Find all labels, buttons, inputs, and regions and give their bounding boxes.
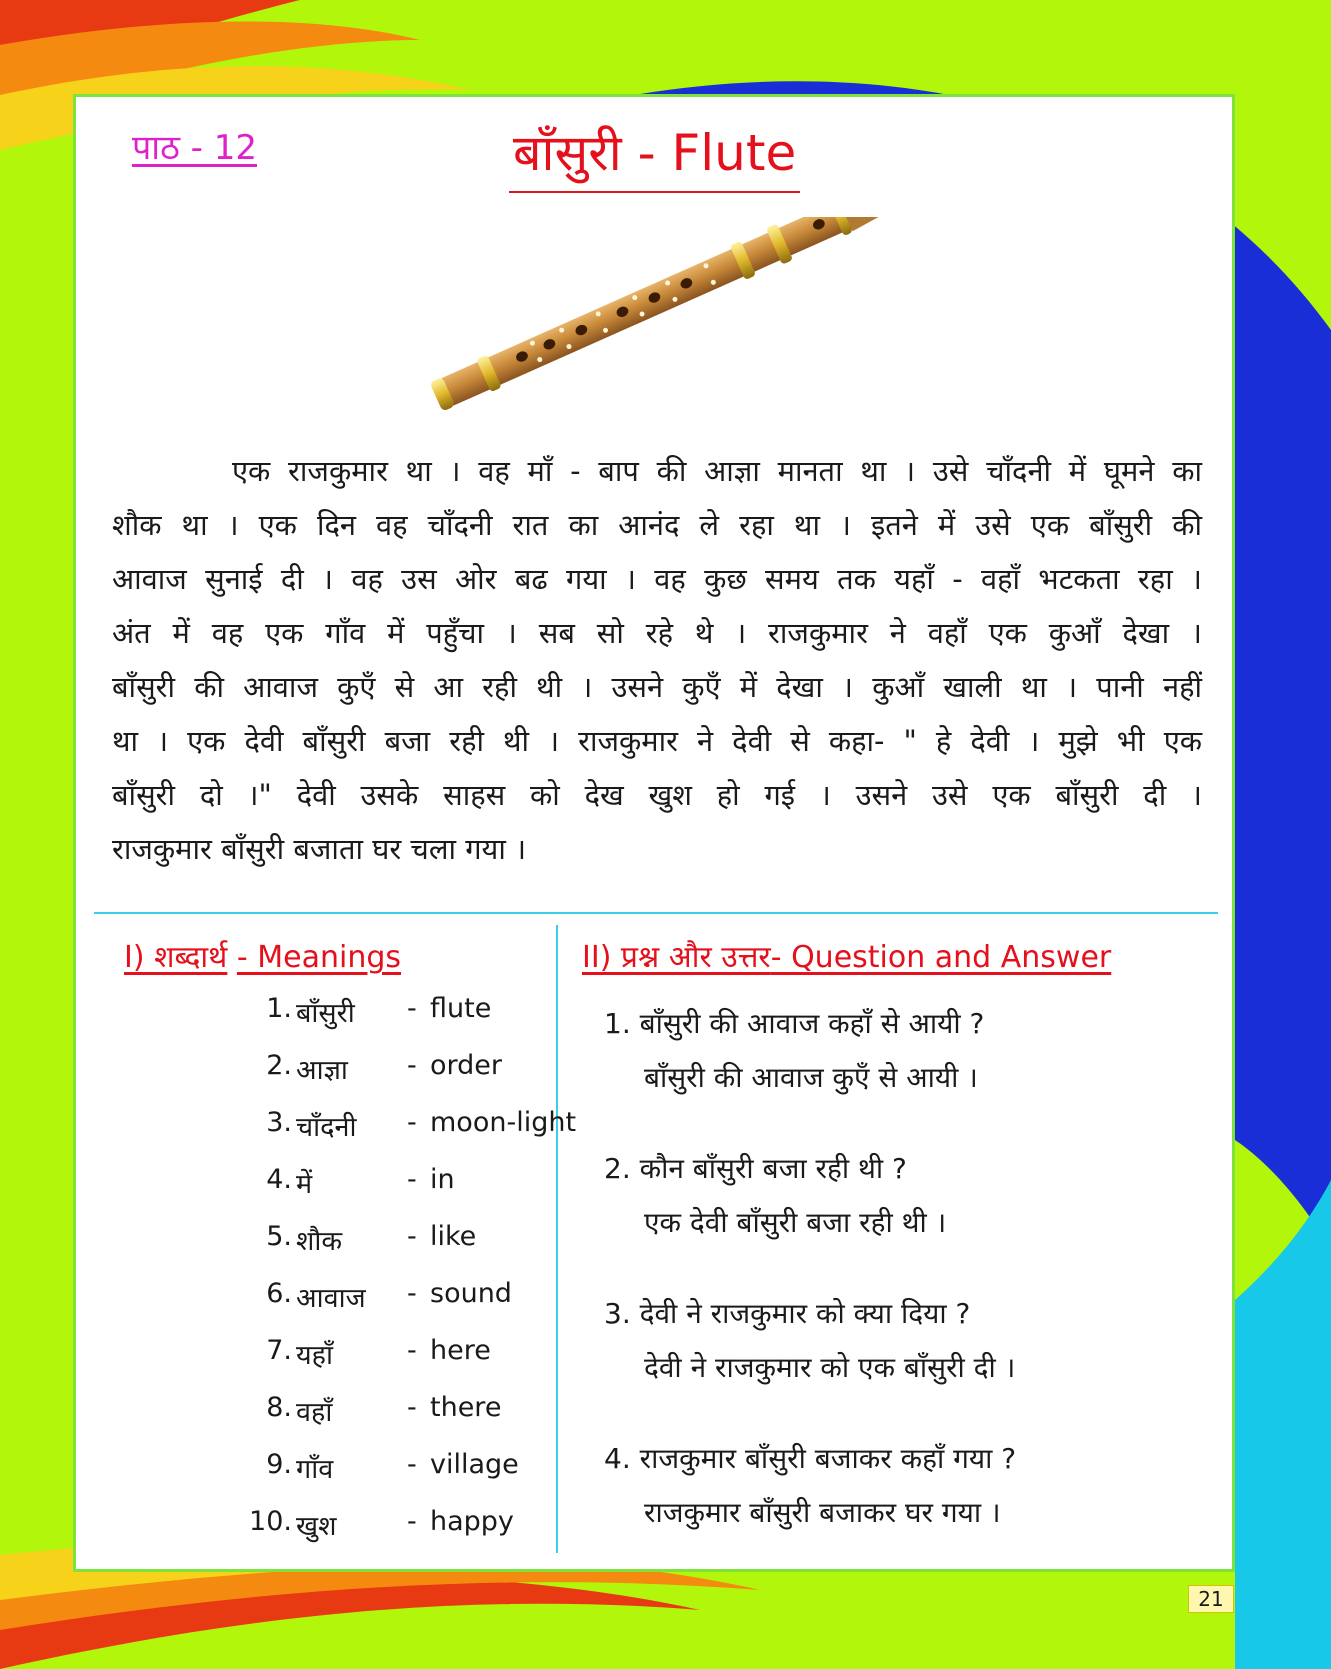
meaning-row	[162, 1164, 542, 1221]
meanings-list	[162, 993, 577, 1563]
page-title: बाँसुरी - Flute	[509, 117, 800, 193]
meaning-number: 9.	[266, 1449, 292, 1480]
qa-item	[604, 997, 1224, 1142]
meaning-word: वहाँ	[296, 1397, 333, 1428]
meaning-row	[162, 993, 542, 1050]
meaning-number: 5.	[266, 1221, 292, 1252]
meaning-english: sound	[430, 1278, 512, 1309]
meaning-row	[162, 1050, 542, 1107]
question-text: 2. कौन बाँसुरी बजा रही थी ?	[604, 1152, 907, 1185]
meaning-dash: -	[407, 1107, 417, 1138]
question-text: 1. बाँसुरी की आवाज कहाँ से आयी ?	[604, 1007, 985, 1040]
meaning-dash: -	[407, 1506, 417, 1537]
meaning-dash: -	[407, 1050, 417, 1081]
meaning-row	[162, 1278, 542, 1335]
meaning-english: village	[430, 1449, 519, 1480]
vertical-divider	[556, 925, 558, 1553]
meaning-dash: -	[407, 1449, 417, 1480]
meaning-dash: -	[407, 993, 417, 1024]
meaning-english: happy	[430, 1506, 514, 1537]
meaning-number: 2.	[266, 1050, 292, 1081]
qa-heading	[582, 935, 1111, 976]
meaning-number: 10.	[249, 1506, 292, 1537]
meaning-english: here	[430, 1335, 491, 1366]
meaning-word: में	[296, 1169, 313, 1200]
meaning-english: flute	[430, 993, 492, 1024]
meaning-word: खुश	[296, 1511, 337, 1542]
qa-item	[604, 1432, 1224, 1577]
horizontal-divider	[94, 912, 1218, 914]
flute-image	[416, 217, 976, 427]
meaning-word: शौक	[296, 1226, 343, 1257]
meanings-heading-hindi: I) शब्दार्थ	[124, 940, 228, 975]
content-page	[73, 94, 1235, 1572]
story-line: बाँसुरी की आवाज कुएँ से आ रही थी । उसने कुएँ में देखा । कुआँ खाली था । पानी नहीं	[112, 670, 1202, 704]
meaning-dash: -	[407, 1221, 417, 1252]
story-line: एक राजकुमार था । वह माँ - बाप की आज्ञा मानता था । उसे चाँदनी में घूमने का	[232, 454, 1202, 488]
meaning-row	[162, 1506, 542, 1563]
meaning-number: 6.	[266, 1278, 292, 1309]
meaning-dash: -	[407, 1335, 417, 1366]
meaning-english: in	[430, 1164, 455, 1195]
meaning-row	[162, 1107, 577, 1164]
meaning-word: गाँव	[296, 1454, 334, 1485]
meaning-row	[162, 1221, 542, 1278]
meaning-number: 8.	[266, 1392, 292, 1423]
meaning-number: 7.	[266, 1335, 292, 1366]
meaning-word: यहाँ	[296, 1340, 333, 1371]
answer-text: एक देवी बाँसुरी बजा रही थी ।	[644, 1206, 947, 1239]
meaning-row	[162, 1392, 542, 1449]
meanings-heading	[124, 935, 401, 976]
meaning-word: बाँसुरी	[296, 998, 355, 1029]
meaning-row	[162, 1449, 542, 1506]
meaning-number: 1.	[266, 993, 292, 1024]
qa-heading-hindi: II) प्रश्न और उत्तर	[582, 940, 771, 975]
qa-heading-english: - Question and Answer	[770, 940, 1112, 975]
meaning-row	[162, 1335, 542, 1392]
qa-item	[604, 1287, 1224, 1432]
page-number: 21	[1188, 1585, 1234, 1613]
meaning-dash: -	[407, 1164, 417, 1195]
answer-text: देवी ने राजकुमार को एक बाँसुरी दी ।	[644, 1351, 1016, 1384]
meaning-english: like	[430, 1221, 477, 1252]
meaning-number: 4.	[266, 1164, 292, 1195]
qa-list	[604, 997, 1224, 1577]
story-line: राजकुमार बाँसुरी बजाता घर चला गया ।	[112, 832, 527, 866]
meaning-number: 3.	[266, 1107, 292, 1138]
question-text: 4. राजकुमार बाँसुरी बजाकर कहाँ गया ?	[604, 1442, 1017, 1475]
meaning-word: आज्ञा	[296, 1055, 348, 1086]
story-line: शौक था । एक दिन वह चाँदनी रात का आनंद ले रहा था । इतने में उसे एक बाँसुरी की	[112, 508, 1202, 542]
story-line: आवाज सुनाई दी । वह उस ओर बढ गया । वह कुछ समय तक यहाँ - वहाँ भटकता रहा ।	[112, 562, 1202, 596]
meaning-word: चाँदनी	[296, 1112, 357, 1143]
meaning-english: moon-light	[430, 1107, 577, 1138]
story-line: था । एक देवी बाँसुरी बजा रही थी । राजकुमार ने देवी से कहा- " हे देवी । मुझे भी एक	[112, 724, 1202, 758]
meaning-dash: -	[407, 1278, 417, 1309]
story-line: बाँसुरी दो ।" देवी उसके साहस को देख खुश हो गई । उसने उसे एक बाँसुरी दी ।	[112, 778, 1202, 812]
meaning-english: order	[430, 1050, 502, 1081]
qa-item	[604, 1142, 1224, 1287]
question-text: 3. देवी ने राजकुमार को क्या दिया ?	[604, 1297, 971, 1330]
meaning-english: there	[430, 1392, 502, 1423]
answer-text: राजकुमार बाँसुरी बजाकर घर गया ।	[644, 1496, 1001, 1529]
meaning-word: आवाज	[296, 1283, 366, 1314]
story-line: अंत में वह एक गाँव में पहुँचा । सब सो रहे थे । राजकुमार ने वहाँ एक कुआँ देखा ।	[112, 616, 1202, 650]
lesson-label: पाठ - 12	[132, 128, 258, 168]
meanings-heading-english: - Meanings	[236, 940, 402, 975]
story-text	[112, 444, 1202, 876]
answer-text: बाँसुरी की आवाज कुएँ से आयी ।	[644, 1061, 978, 1094]
meaning-dash: -	[407, 1392, 417, 1423]
